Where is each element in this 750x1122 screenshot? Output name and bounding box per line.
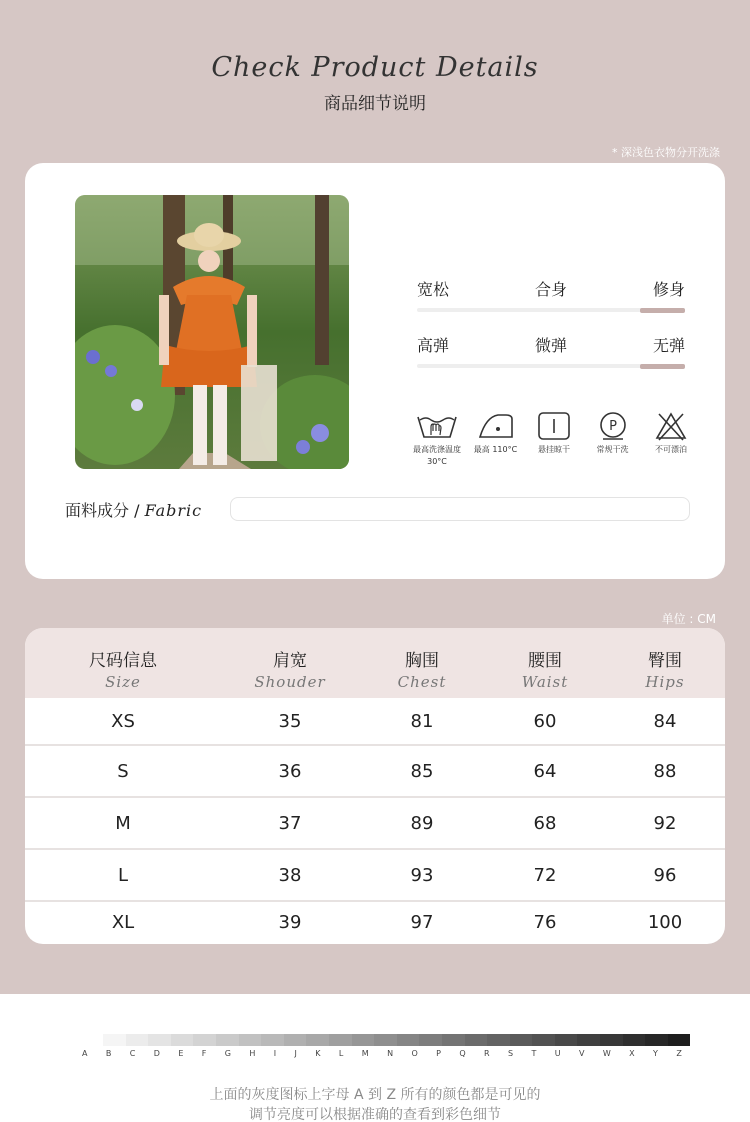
cell-size: XL [111,911,135,933]
header-size [25,628,221,698]
gray-letter: Y [653,1049,658,1058]
fit-scale [417,277,685,312]
cell-chest: 81 [410,710,434,732]
care-dryclean-label: 常规干洗 [596,445,629,454]
gray-swatch [532,1034,555,1046]
gray-swatch [148,1034,171,1046]
gray-swatch [577,1034,600,1046]
gray-letter: V [578,1049,585,1058]
care-wash-label: 最高洗涤温度 [413,445,461,454]
care-icons [409,411,699,468]
fit-track [417,308,685,312]
cell-shoulder: 37 [278,812,302,834]
table-row [25,746,725,798]
cell-waist: 64 [533,760,557,782]
gray-letter: A [82,1049,88,1058]
care-bleach [643,411,699,468]
gray-swatch [216,1034,239,1046]
size-table-header [25,628,725,698]
gray-swatch [555,1034,578,1046]
gray-swatch [126,1034,149,1046]
cell-hips: 84 [653,710,677,732]
care-hang [526,411,582,468]
header-chest-en: Chest [397,673,447,691]
fabric-label [65,498,202,521]
iron-icon [476,411,516,441]
fit-loose: 宽松 [417,280,450,299]
header-hips [605,628,725,698]
header-waist-en: Waist [521,673,569,691]
hang-dry-icon [536,411,572,441]
header-chest [359,628,485,698]
header-shoulder-cn: 肩宽 [273,651,307,671]
cell-shoulder: 38 [278,864,302,886]
gray-letter: S [507,1049,514,1058]
gray-letter: J [294,1049,297,1058]
header-waist [485,628,605,698]
gray-swatch [600,1034,623,1046]
gray-letter: U [554,1049,561,1058]
header-size-en: Size [105,673,141,691]
fit-regular: 合身 [534,280,567,299]
gray-swatch [510,1034,533,1046]
fit-marker [640,308,685,313]
header-waist-cn: 腰围 [528,651,562,671]
cell-hips: 92 [653,812,677,834]
gray-swatch [419,1034,442,1046]
dry-clean-icon [597,411,629,441]
details-card [25,163,725,579]
care-iron-label: 最高 110°C [473,445,518,454]
page-heading [0,52,750,114]
gray-letter: Q [459,1049,466,1058]
gray-swatch [465,1034,488,1046]
table-row [25,850,725,902]
header-hips-cn: 臀围 [648,651,682,671]
stretch-high: 高弹 [417,336,450,355]
stretch-slight: 微弹 [534,336,567,355]
care-wash-temp: 30°C [427,457,447,466]
gray-swatch [329,1034,352,1046]
grayscale-note-2: 调节亮度可以根据准确的查看到彩色细节 [249,1107,501,1122]
gray-letter: W [602,1049,611,1058]
care-bleach-label: 不可漂泊 [655,445,687,454]
gray-swatch [239,1034,262,1046]
cell-chest: 85 [410,760,434,782]
gray-letter: X [629,1049,635,1058]
heading-en: Check Product Details [211,52,539,83]
gray-swatch [193,1034,216,1046]
stretch-marker [640,364,685,369]
gray-swatch [374,1034,397,1046]
cell-hips: 88 [653,760,677,782]
cell-size: L [117,864,129,886]
wash-30-icon [415,411,459,441]
cell-shoulder: 36 [278,760,302,782]
gray-swatch [284,1034,307,1046]
grayscale-bar [103,1034,690,1046]
grayscale-letters [82,1049,682,1058]
table-row [25,902,725,942]
cell-size: M [115,812,131,834]
header-hips-en: Hips [645,673,685,691]
unit-label: 单位 : CM [661,612,716,626]
cell-chest: 89 [410,812,434,834]
cell-shoulder: 39 [278,911,302,933]
care-iron [468,411,524,468]
care-hang-label: 悬挂晾干 [538,445,570,454]
header-size-cn: 尺码信息 [89,651,157,671]
gray-letter: P [436,1049,441,1058]
header-chest-cn: 胸围 [405,651,439,671]
gray-swatch [352,1034,375,1046]
heading-cn: 商品细节说明 [324,94,426,114]
grayscale-note-1: 上面的灰度图标上字母 A 到 Z 所有的颜色都是可见的 [209,1087,541,1103]
cell-waist: 76 [533,911,557,933]
gray-swatch [645,1034,668,1046]
gray-swatch [171,1034,194,1046]
table-row [25,698,725,746]
gray-letter: N [387,1049,394,1058]
stretch-track [417,364,685,368]
gray-letter: B [105,1049,112,1058]
gray-letter: I [273,1049,277,1058]
fabric-label-cn: 面料成分 / [65,501,145,520]
gray-letter: T [531,1049,537,1058]
grayscale-section [0,994,750,1122]
gray-swatch [487,1034,510,1046]
svg-text:P: P [608,419,617,434]
gray-swatch [103,1034,126,1046]
gray-letter: F [201,1049,207,1058]
gray-letter: M [361,1049,369,1058]
model-image [75,195,349,469]
gray-swatch [668,1034,691,1046]
header-shoulder [221,628,359,698]
cell-waist: 68 [533,812,557,834]
cell-waist: 60 [533,710,557,732]
gray-letter: G [224,1049,231,1058]
fabric-field[interactable] [230,497,690,521]
table-row [25,798,725,850]
size-table [25,628,725,944]
gray-swatch [261,1034,284,1046]
care-dryclean [585,411,641,468]
header-shoulder-en: Shouder [254,673,326,691]
stretch-scale [417,333,685,368]
fit-slim: 修身 [652,280,685,299]
gray-letter: L [338,1049,344,1058]
cell-size: S [117,760,129,782]
gray-letter: E [178,1049,184,1058]
wash-note: * 深浅色衣物分开洗涤 [612,146,720,159]
fabric-label-en: Fabric [144,501,203,520]
gray-letter: R [484,1049,490,1058]
cell-size: XS [111,710,135,732]
gray-swatch [623,1034,646,1046]
gray-swatch [442,1034,465,1046]
cell-hips: 100 [647,911,683,933]
gray-letter: K [315,1049,321,1058]
care-wash [409,411,465,468]
cell-hips: 96 [653,864,677,886]
gray-letter: C [129,1049,136,1058]
product-photo [75,195,349,469]
gray-swatch [306,1034,329,1046]
gray-letter: O [411,1049,418,1058]
cell-waist: 72 [533,864,557,886]
cell-chest: 97 [410,911,434,933]
gray-letter: Z [676,1049,682,1058]
cell-chest: 93 [410,864,434,886]
cell-shoulder: 35 [278,710,302,732]
gray-letter: D [153,1049,160,1058]
no-bleach-icon [654,411,688,441]
gray-letter: H [249,1049,256,1058]
gray-swatch [397,1034,420,1046]
stretch-none: 无弹 [652,336,685,355]
